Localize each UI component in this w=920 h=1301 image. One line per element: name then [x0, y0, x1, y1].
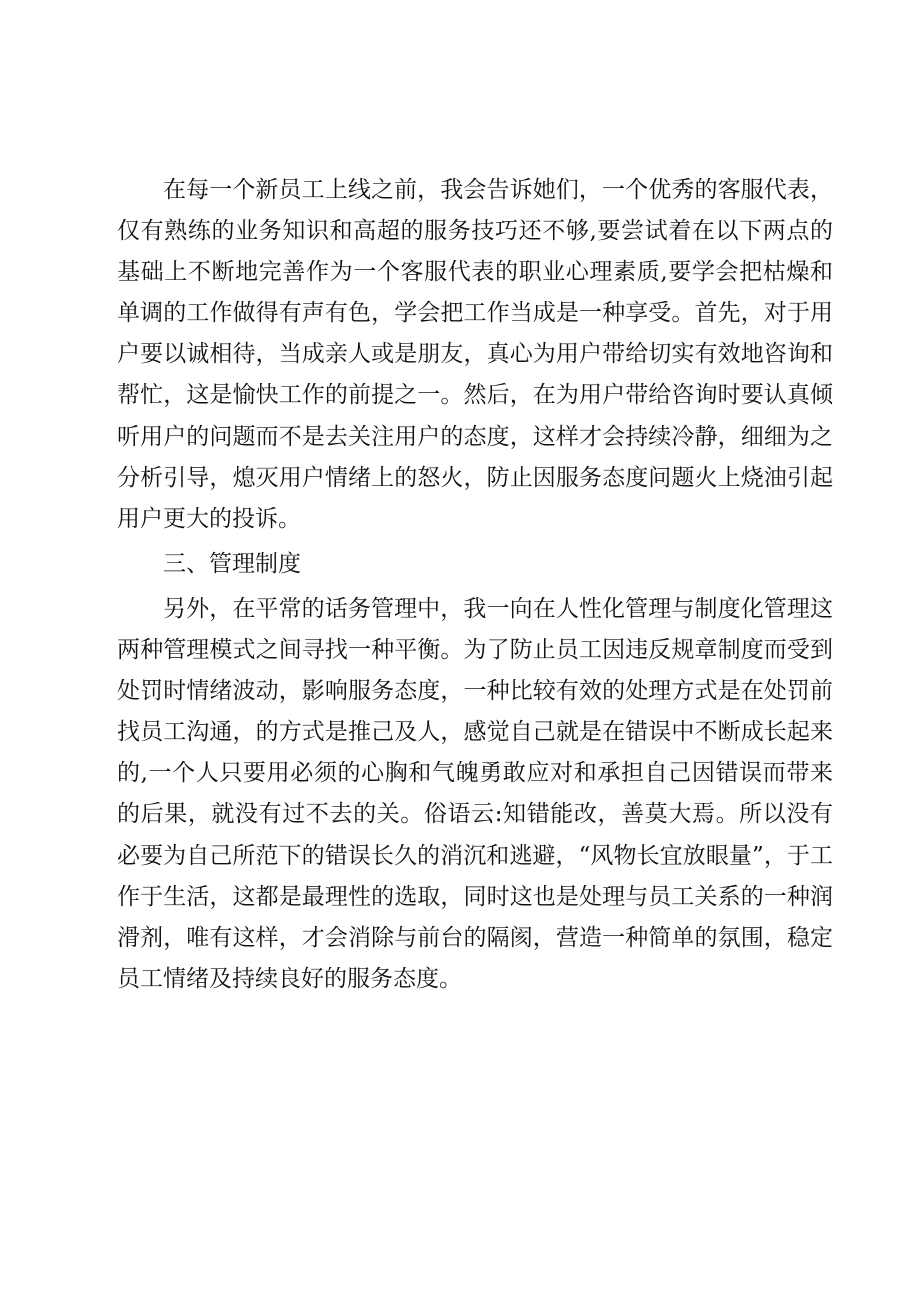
document-body	[117, 170, 833, 1000]
paragraph-intro: 在每一个新员工上线之前，我会告诉她们，一个优秀的客服代表，仅有熟练的业务知识和高超的服务技巧还不够,要尝试着在以下两点的基础上不断地完善作为一个客服代表的职业心理素质,要学会把枯燥和单调的工作做得有声有色，学会把工作当成是一种享受。首先，对于用户要以诚相待，当成亲人或是朋友，真心为用户带给切实有效地咨询和帮忙，这是愉快工作的前提之一。然后，在为用户带给咨询时要认真倾听用户的问题而不是去关注用户的态度，这样才会持续冷静，细细为之分析引导，熄灭用户情绪上的怒火，防止因服务态度问题火上烧油引起用户更大的投诉。	[117, 177, 833, 532]
section-heading: 三、管理制度	[163, 550, 301, 577]
paragraph-management: 另外，在平常的话务管理中，我一向在人性化管理与制度化管理这两种管理模式之间寻找一种平衡。为了防止员工因违反规章制度而受到处罚时情绪波动，影响服务态度，一种比较有效的处理方式是在处罚前找员工沟通，的方式是推己及人，感觉自己就是在错误中不断成长起来的,一个人只要用必须的心胸和气魄勇敢应对和承担自己因错误而带来的后果，就没有过不去的关。俗语云:知错能改，善莫大焉。所以没有必要为自己所范下的错误长久的消沉和逃避，“风物长宜放眼量”，于工作于生活，这都是最理性的选取，同时这也是处理与员工关系的一种润滑剂，唯有这样，才会消除与前台的隔阂，营造一种简单的氛围，稳定员工情绪及持续良好的服务态度。	[117, 595, 833, 992]
